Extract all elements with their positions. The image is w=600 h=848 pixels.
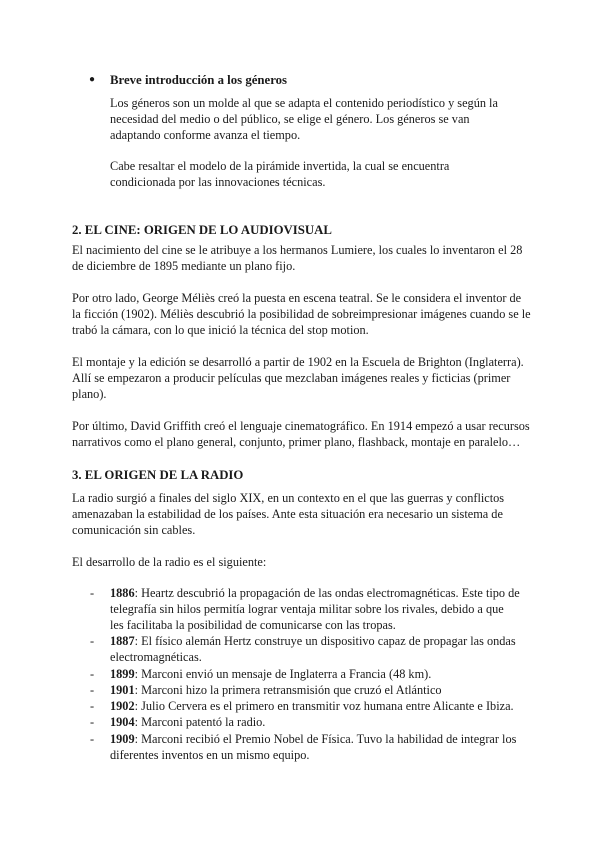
cine-paragraph-3: El montaje y la edición se desarrolló a partir de 1902 en la Escuela de Brighton (Inglaterra). Allí se empezaron a producir películas que mezclaban imágenes reales y ficticias (primer plano).	[72, 355, 524, 402]
list-item-text: : Heartz descubrió la propagación de las ondas electromagnéticas. Este tipo de telegrafía sin hilos permitía lograr ventaja militar sobre los rivales, debido a que les facilitaba la posibilidad de comunicarse con las tropas.	[110, 586, 520, 633]
intro-paragraph-2: Cabe resaltar el modelo de la pirámide invertida, la cual se encuentra condicionada por las innovaciones técnicas.	[110, 159, 450, 190]
list-item	[110, 731, 520, 763]
list-item-year: 1904	[110, 715, 135, 729]
list-dash: -	[90, 699, 95, 713]
list-dash: -	[90, 667, 95, 681]
list-item-text: : Julio Cervera es el primero en transmitir voz humana entre Alicante e Ibiza.	[134, 699, 514, 713]
list-item-year: 1909	[110, 732, 135, 746]
list-item-year: 1902	[110, 699, 135, 713]
radio-paragraph-1: La radio surgió a finales del siglo XIX, en un contexto en el que las guerras y conflictos amenazaban la estabilidad de los países. Ante esta situación era necesario un sistema de comunicación sin cables.	[72, 491, 505, 538]
list-item	[110, 666, 520, 682]
radio-paragraph-2: El desarrollo de la radio es el siguiente:	[72, 555, 267, 569]
list-item-year: 1899	[110, 667, 135, 681]
list-item-text: : Marconi hizo la primera retransmisión que cruzó el Atlántico	[134, 683, 442, 697]
list-dash: -	[90, 634, 95, 648]
list-item	[110, 633, 520, 665]
bullet-marker: ●	[89, 74, 96, 85]
cine-paragraph-2: Por otro lado, George Méliès creó la puesta en escena teatral. Se le considera el inventor de la ficción (1902). Méliès descubrió la posibilidad de sobreimpresionar imágenes cuando se le trabó la cámara, con lo que inició la técnica del stop motion.	[72, 291, 531, 338]
intro-heading: Breve introducción a los géneros	[110, 73, 288, 87]
list-item	[110, 585, 520, 634]
list-item	[110, 698, 520, 714]
cine-paragraph-4: Por último, David Griffith creó el lenguaje cinematográfico. En 1914 empezó a usar recursos narrativos como el plano general, conjunto, primer plano, flashback, montaje en paralelo…	[72, 419, 530, 450]
cine-paragraph-1: El nacimiento del cine se le atribuye a los hermanos Lumiere, los cuales lo inventaron el 28 de diciembre de 1895 mediante un plano fijo.	[72, 243, 523, 274]
list-item-year: 1886	[110, 586, 135, 600]
list-dash: -	[90, 732, 95, 746]
list-dash: -	[90, 586, 95, 600]
list-dash: -	[90, 683, 95, 697]
list-item	[110, 714, 520, 730]
list-dash: -	[90, 715, 95, 729]
section-cine-heading: 2. EL CINE: ORIGEN DE LO AUDIOVISUAL	[72, 223, 332, 237]
list-item-text: : Marconi recibió el Premio Nobel de Física. Tuvo la habilidad de integrar los diferentes inventos en un mismo equipo.	[110, 732, 517, 763]
list-item-year: 1887	[110, 634, 135, 648]
list-item	[110, 682, 520, 698]
intro-paragraph-1: Los géneros son un molde al que se adapta el contenido periodístico y según la necesidad del medio o del público, se elige el género. Los géneros se van adaptando conforme avanza el tiempo.	[110, 96, 498, 143]
list-item-year: 1901	[110, 683, 135, 697]
section-radio-heading: 3. EL ORIGEN DE LA RADIO	[72, 468, 244, 482]
list-item-text: : Marconi patentó la radio.	[134, 715, 266, 729]
list-item-text: : El físico alemán Hertz construye un dispositivo capaz de propagar las ondas electromagnéticas.	[110, 634, 516, 665]
list-item-text: : Marconi envió un mensaje de Inglaterra a Francia (48 km).	[134, 667, 432, 681]
